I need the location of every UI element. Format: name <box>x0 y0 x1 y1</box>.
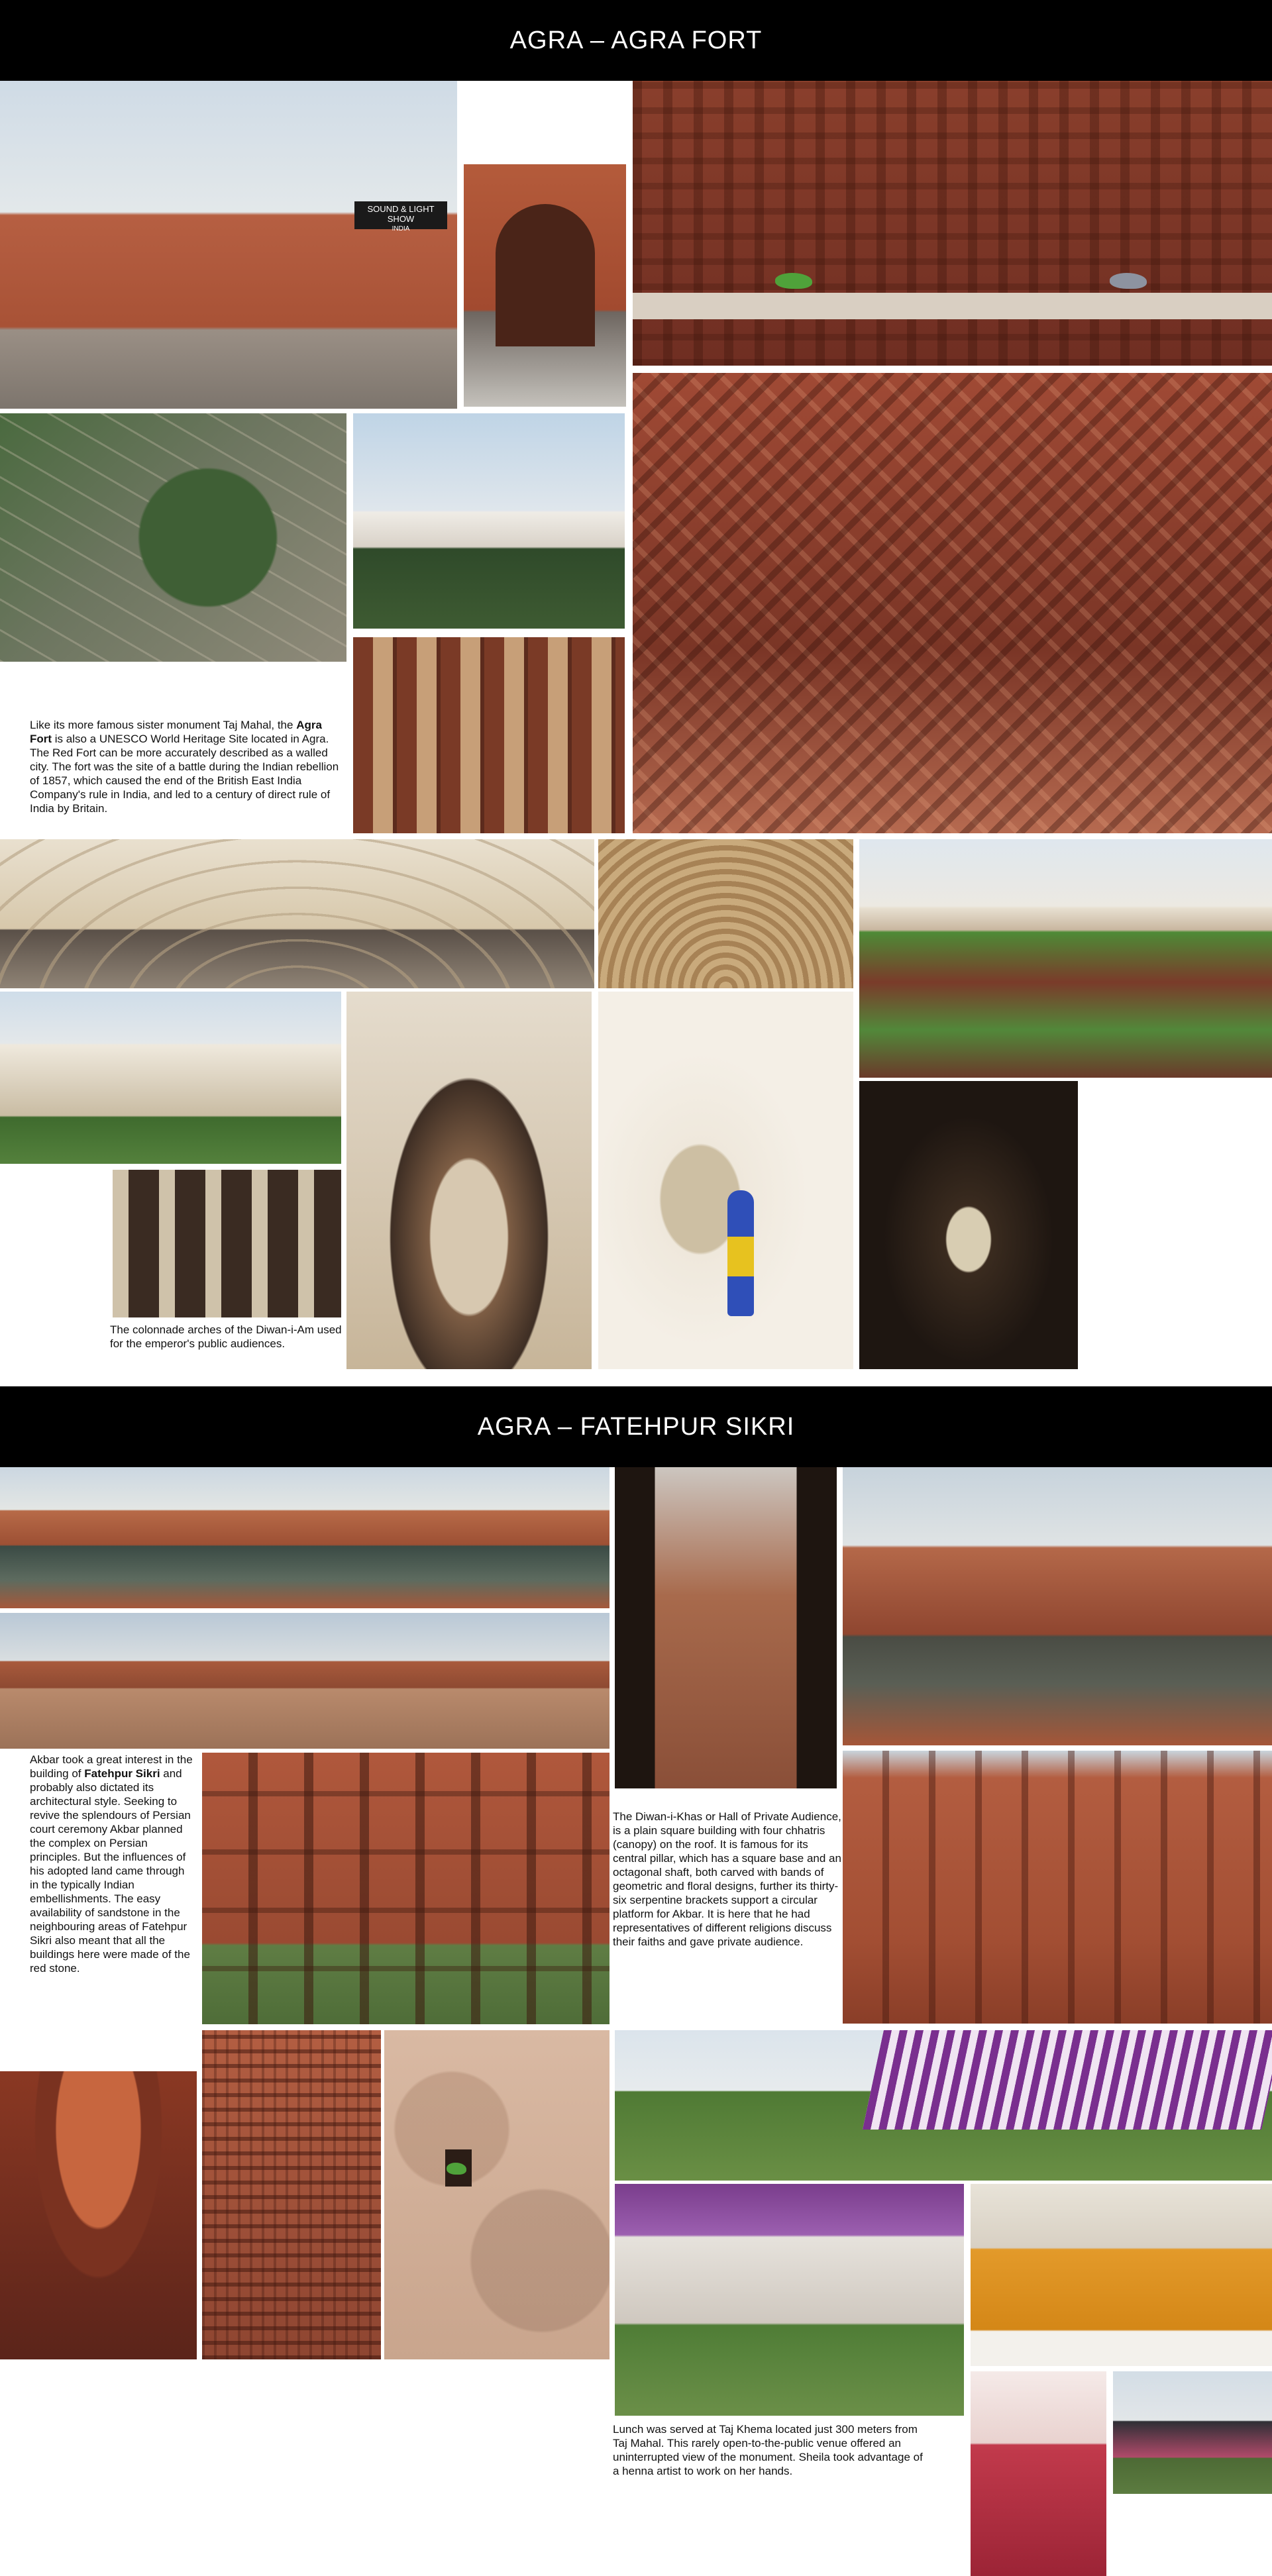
section-title-bar-fatehpur-sikri <box>0 1386 1272 1467</box>
caption-diwan-i-am: The colonnade arches of the Diwan-i-Am used for the emperor's public audiences. <box>110 1323 342 1350</box>
photo-arch-framing-garden <box>859 1081 1078 1369</box>
photo-parrot-pigeon-on-ledge <box>633 81 1272 366</box>
photo-red-wall-niches <box>202 1753 610 2024</box>
caption-taj-khema-lunch: Lunch was served at Taj Khema located just 300 meters from Taj Mahal. This rarely open-to-the-public venue offered an uninterrupted view of the monument. Sheila took advantage of a henna artist to work on her hands. <box>613 2423 923 2477</box>
photo-gilded-dome-ceiling <box>598 839 853 988</box>
caption-text: Like its more famous sister monument Taj Mahal, the <box>30 719 297 731</box>
photo-henna-artist <box>971 2371 1106 2576</box>
photo-diwan-i-am-colonnade <box>113 1170 341 1317</box>
photo-diwan-i-am-arcade <box>0 839 594 988</box>
section-title: AGRA – FATEHPUR SIKRI <box>477 1412 795 1441</box>
photo-doorway-jali-screen <box>615 1467 837 1788</box>
photo-aerial-map-agra-fort <box>0 413 346 662</box>
photo-taj-khema-lawn-tent <box>615 2030 1272 2181</box>
photo-musicians-sitar-tabla <box>615 2184 964 2416</box>
photo-parakeet-in-wall-hole <box>384 2030 610 2359</box>
photo-central-pillar-brackets <box>0 2071 197 2359</box>
photo-carved-red-brackets <box>633 373 1272 833</box>
sign-text-line2: INDIA <box>392 225 410 232</box>
photo-panch-mahal-tank <box>843 1467 1272 1745</box>
photo-carved-sandstone-panels <box>202 2030 381 2359</box>
photo-diwan-i-khas-exterior <box>843 1751 1272 2024</box>
section-title-bar-agra-fort <box>0 0 1272 81</box>
photo-octagonal-tower <box>353 637 625 833</box>
parakeet-icon <box>775 273 812 289</box>
photo-couple-portrait <box>1113 2371 1272 2494</box>
photo-anguri-bagh-garden <box>859 839 1272 1078</box>
sound-light-show-sign <box>354 201 447 232</box>
sign-text-line1: SOUND & LIGHT SHOW <box>367 204 435 224</box>
photo-agra-fort-entrance-crowd <box>0 81 457 409</box>
photo-performers-orange-turbans <box>971 2184 1272 2366</box>
photo-diwan-i-am-pavilion <box>0 992 341 1164</box>
pigeon-icon <box>1110 273 1147 289</box>
photo-woman-in-marble-arch <box>598 992 853 1369</box>
caption-bold-name: Agra Fort <box>30 719 322 745</box>
photo-anup-talao-panorama <box>0 1467 610 1608</box>
caption-agra-fort-intro <box>30 718 341 815</box>
caption-fatehpur-sikri-intro <box>30 1753 195 1975</box>
photo-fort-gateway-arch <box>464 164 626 407</box>
caption-text: Akbar took a great interest in the building of <box>30 1753 193 1780</box>
caption-text: and probably also dictated its architectural style. Seeking to revive the splendours of Persian court ceremony Akbar planned the complex on Persian principles. But the influences of his adopted land came through in the typically Indian embellishments. The easy availability of sandstone in the neighbouring areas of Fatehpur Sikri also meant that all the buildings here were made of the red stone. <box>30 1767 191 1975</box>
caption-bold-name: Fatehpur Sikri <box>84 1767 160 1780</box>
parakeet-icon <box>447 2163 466 2175</box>
photo-scalloped-arch-visitor <box>346 992 592 1369</box>
photo-white-domes-moti-masjid <box>353 413 625 629</box>
section-title: AGRA – AGRA FORT <box>509 26 763 54</box>
photo-courtyard-panorama <box>0 1613 610 1749</box>
caption-diwan-i-khas: The Diwan-i-Khas or Hall of Private Audience, is a plain square building with four chhatris (canopy) on the roof. It is famous for its central pillar, which has a square base and an octagonal shaft, both carved with bands of geometric and floral designs, further its thirty-six serpentine brackets support a circular platform for Akbar. It is here that he had representatives of different religions discuss their faiths and gave private audience. <box>613 1810 841 1948</box>
caption-text: is also a UNESCO World Heritage Site located in Agra. The Red Fort can be more accurately described as a walled city. The fort was the site of a battle during the Indian rebellion of 1857, which caused the end of the British East India Company's rule in India, and led to a century of direct rule of India by Britain. <box>30 733 339 815</box>
